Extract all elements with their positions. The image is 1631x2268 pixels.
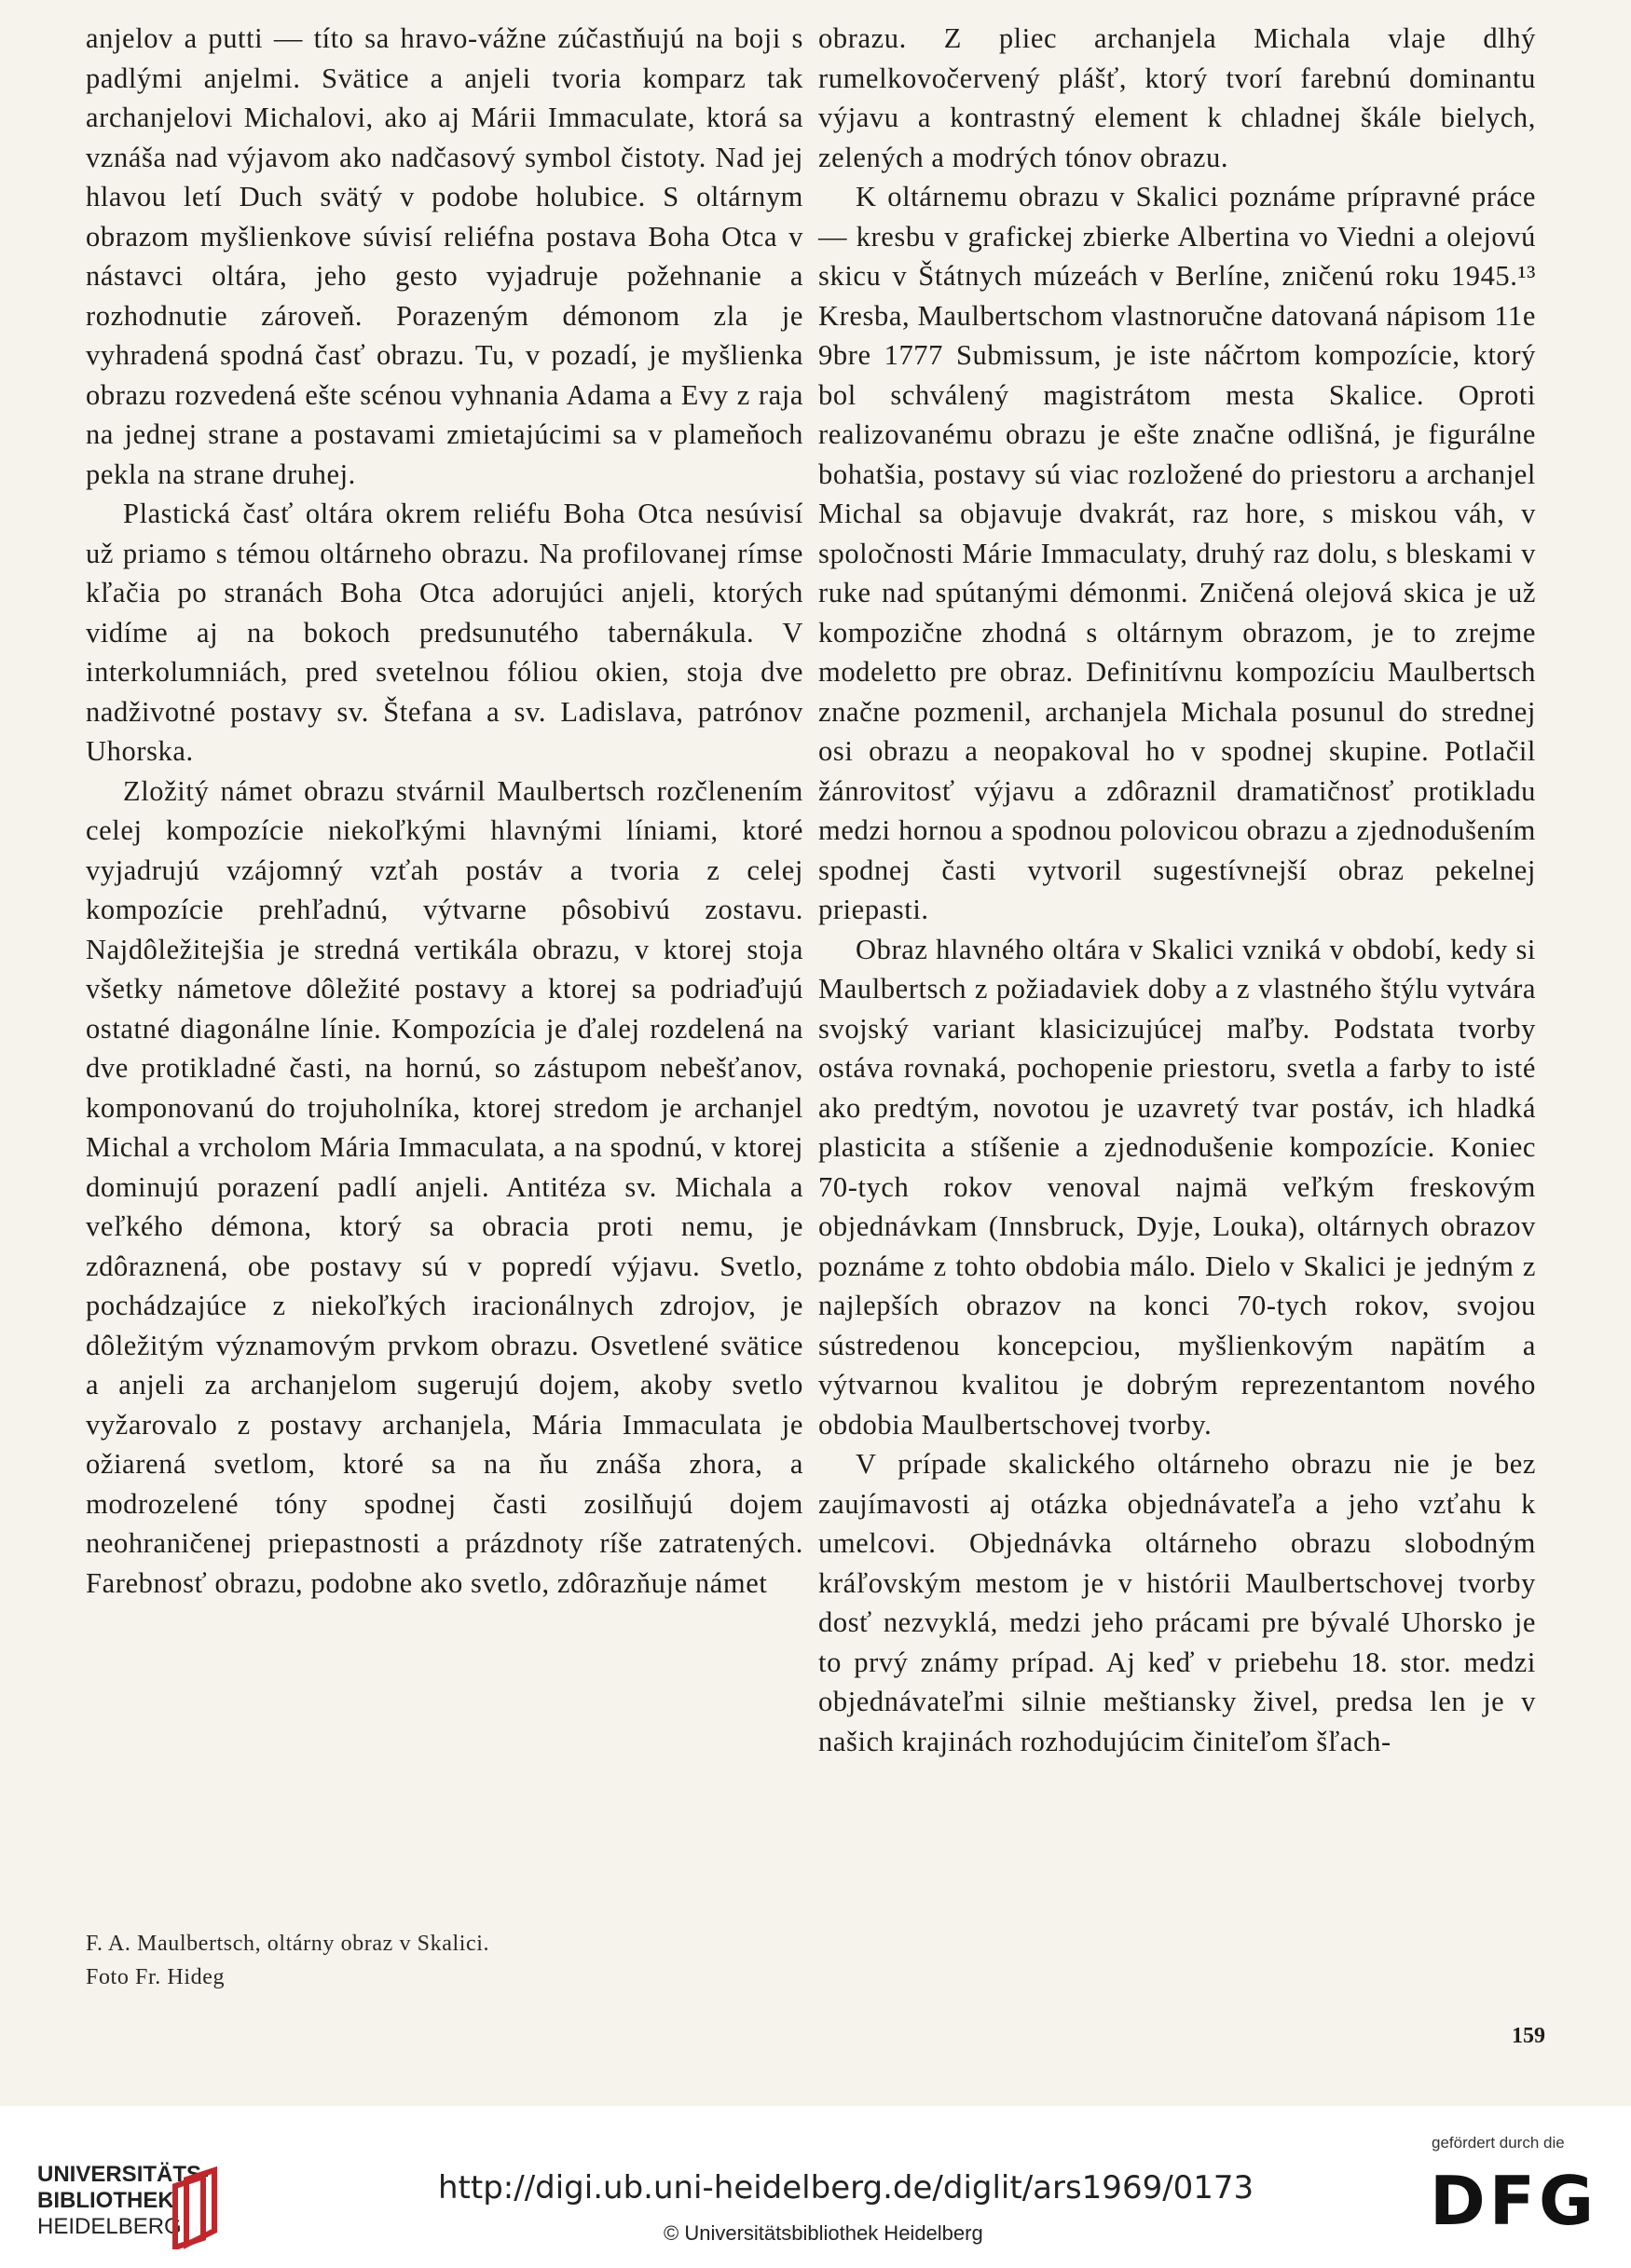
copyright-notice: © Universitätsbibliothek Heidelberg [664, 2221, 983, 2245]
right-text-column [818, 19, 1536, 1761]
caption-photo-credit: Foto Fr. Hideg [86, 1965, 226, 1989]
paragraph: obrazu. Z pliec archanjela Michala vlaje dlhý rumelkovočervený plášť, ktorý tvorí farebnú dominantu výjavu a kontrastný element k chladnej škále bielych, zelených a modrých tónov obrazu. [818, 22, 1536, 173]
dfg-logo[interactable]: DFG [1430, 2162, 1598, 2240]
left-text-column [86, 19, 803, 1603]
paragraph: anjelov a putti — títo sa hravo-vážne zúčastňujú na boji s padlými anjelmi. Svätice a anjeli tvoria komparz tak archanjelovi Michalovi, ako aj Márii Immaculate, ktorá sa vznáša nad výjavom ako nadčasový symbol čistoty. Nad jej hlavou letí Duch svätý v podobe holubice. S oltárnym obrazom myšlienkove súvisí reliéfna postava Boha Otca v nástavci oltára, jeho gesto vyjadruje požehnanie a rozhodnutie zároveň. Porazeným démonom zla je vyhradená spodná časť obrazu. Tu, v pozadí, je myšlienka obrazu rozvedená ešte scénou vyhnania Adama a Evy z raja na jednej strane a postavami zmietajúcimi sa v plameňoch pekla na strane druhej. [86, 22, 803, 490]
library-name-line: HEIDELBERG [37, 2214, 182, 2239]
library-emblem-icon [168, 2166, 233, 2249]
paragraph: Zložitý námet obrazu stvárnil Maulbertsch rozčlenením celej kompozície niekoľkými hlavnými líniami, ktoré vyjadrujú vzájomný vzťah postáv a tvoria z celej kompozície prehľadnú, výtvarne pôsobivú zostavu. Najdôležitejšia je stredná vertikála obrazu, v ktorej stoja všetky námetove dôležité postavy a ktorej sa podriaďujú ostatné diagonálne línie. Kompozícia je ďalej rozdelená na dve protikladné časti, na hornú, so zástupom nebešťanov, komponovanú do trojuholníka, ktorej stredom je archanjel Michal a vrcholom Mária Immaculata, a na spodnú, v ktorej dominujú porazení padlí anjeli. Antitéza sv. Michala a veľkého démona, ktorý sa obracia proti nemu, je zdôraznená, obe postavy sú v popredí výjavu. Svetlo, pochádzajúce z niekoľkých iracionálnych zdrojov, je dôležitým významovým prvkom obrazu. Osvetlené svätice a anjeli za archanjelom sugerujú dojem, akoby svetlo vyžarovalo z postavy archanjela, Mária Immaculata je ožiarená svetlom, ktoré sa na ňu znáša zhora, a modrozelené tóny spodnej časti zosilňujú dojem neohraničenej priepastnosti a prázdnoty ríše zatratených. Farebnosť obrazu, podobne ako svetlo, zdôrazňuje námet [86, 774, 803, 1599]
paragraph: Plastická časť oltára okrem reliéfu Boha Otca nesúvisí už priamo s témou oltárneho obrazu. Na profilovanej rímse kľačia po stranách Boha Otca adorujúci anjeli, ktorých vidíme aj na bokoch predsunutého tabernákula. V interkolumniách, pred svetelnou fóliou okien, stoja dve nadživotné postavy sv. Štefana a sv. Ladislava, patrónov Uhorska. [86, 498, 803, 767]
university-library-logo[interactable] [37, 2162, 345, 2255]
paragraph: V prípade skalického oltárneho obrazu nie je bez zaujímavosti aj otázka objednávateľa a jeho vzťahu k umelcovi. Objednávka oltárneho obrazu slobodným kráľovským mestom je v histórii Maulbertschovej tvorby dosť nezvyklá, medzi jeho prácami pre bývalé Uhorsko je to prvý známy prípad. Aj keď v priebehu 18. stor. medzi objednávateľmi silnie meštiansky živel, predsa len je v našich krajinách rozhodujúcim činiteľom šľach- [818, 1448, 1536, 1757]
caption-title: F. A. Maulbertsch, oltárny obraz v Skalici. [86, 1932, 490, 1956]
paragraph: Obraz hlavného oltára v Skalici vzniká v období, kedy si Maulbertsch z požiadaviek doby a z vlastného štýlu vytvára svojský variant klasicizujúcej maľby. Podstata tvorby ostáva rovnaká, pochopenie priestoru, svetla a farby to isté ako predtým, novotou je uzavretý tvar postáv, ich hladká plasticita a stíšenie a zjednodušenie kompozície. Koniec 70-tych rokov venoval najmä veľkým freskovým objednávkam (Innsbruck, Dyje, Louka), oltárnych obrazov poznáme z tohto obdobia málo. Dielo v Skalici je jedným z najlepších obrazov na konci 70-tych rokov, svojou sústredenou koncepciou, myšlienkovým napätím a výtvarnou kvalitou je dobrým reprezentantom nového obdobia Maulbertschovej tvorby. [818, 933, 1536, 1441]
permalink-url[interactable]: http://digi.ub.uni-heidelberg.de/diglit/ars1969/0173 [438, 2169, 1254, 2207]
library-name-line: UNIVERSITÄTS- [37, 2162, 210, 2187]
funding-note: gefördert durch die [1432, 2134, 1565, 2152]
paragraph: K oltárnemu obrazu v Skalici poznáme prípravné práce — kresbu v grafickej zbierke Albertina vo Viedni a olejovú skicu v Štátnych múzeách v Berlíne, zničenú roku 1945.¹³ Kresba, Maulbertschom vlastnoručne datovaná nápisom 11e 9bre 1777 Submissum, je iste náčrtom kompozície, ktorý bol schválený magistrátom mesta Skalice. Oproti realizovanému obrazu je ešte značne odlišná, je figurálne bohatšia, postavy sú viac rozložené do priestoru a archanjel Michal sa objavuje dvakrát, raz hore, s miskou váh, v spoločnosti Márie Immaculaty, druhý raz dolu, s bleskami v ruke nad spútanými démonmi. Zničená olejová skica je už kompozične zhodná s oltárnym obrazom, je to zrejme modeletto pre obraz. Definitívnu kompozíciu Maulbertsch značne pozmenil, archanjela Michala posunul do strednej osi obrazu a neopakoval ho v spodnej skupine. Potlačil žánrovitosť výjavu a zdôraznil dramatičnosť protikladu medzi hornou a spodnou polovicou obrazu a zjednodušením spodnej časti vytvoril sugestívnejší obraz pekelnej priepasti. [818, 181, 1536, 925]
library-name-line: BIBLIOTHEK [37, 2188, 174, 2213]
figure-caption [86, 1927, 738, 1994]
page-number: 159 [1512, 2024, 1545, 2048]
